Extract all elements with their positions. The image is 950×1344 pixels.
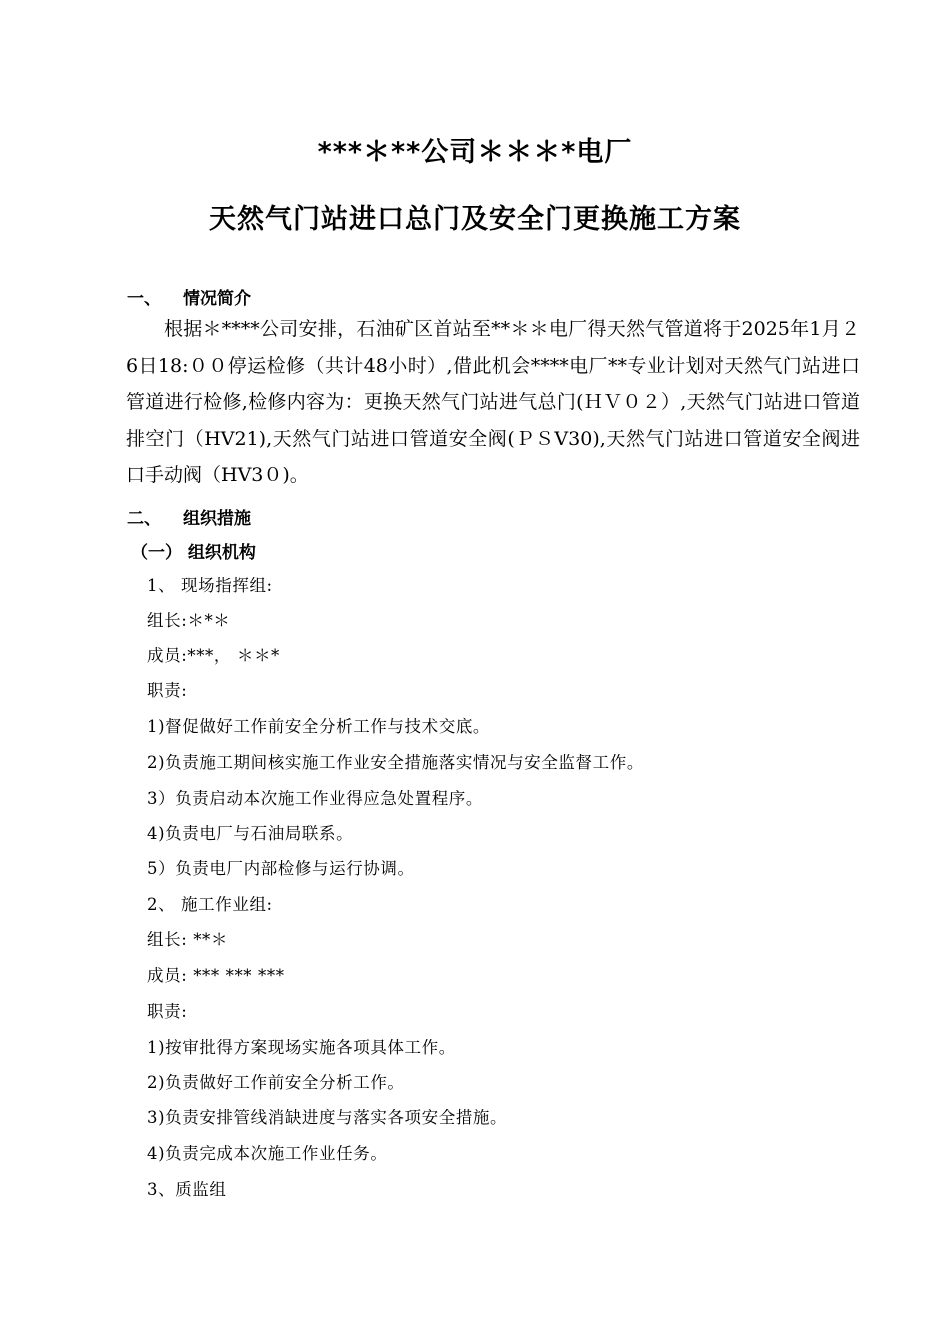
section-number: 一、 xyxy=(127,289,161,309)
list-line: 1、 现场指挥组: xyxy=(147,576,273,595)
intro-paragraph-text: 根据＊****公司安排，石油矿区首站至**＊＊电厂得天然气管道将于2025年1月２6日18:００停运检修（共计48小时）,借此机会****电厂**专业计划对天然气门站进口管道进行检修,检修内容为：更换天然气门站进气总门(ＨＶ０２）,天然气门站进口管道排空门（HV21),天然气门站进口管道安全阀(ＰＳV30),天然气门站进口管道安全阀进口手动阀（HV3０)。 xyxy=(126,318,860,486)
section-heading-organization xyxy=(127,504,251,529)
list-line: 5）负责电厂内部检修与运行协调。 xyxy=(147,859,415,878)
list-line: 职责: xyxy=(147,681,188,700)
list-line: 1)督促做好工作前安全分析工作与技术交底。 xyxy=(147,717,491,736)
list-line: 3、质监组 xyxy=(147,1180,227,1199)
list-line: 3）负责启动本次施工作业得应急处置程序。 xyxy=(147,789,483,808)
subsection-heading-structure: （一） 组织机构 xyxy=(131,543,256,563)
list-line: 组长:＊*＊ xyxy=(147,611,231,630)
list-line: 1)按审批得方案现场实施各项具体工作。 xyxy=(147,1038,456,1057)
list-line: 4)负责完成本次施工作业任务。 xyxy=(147,1144,388,1163)
section-label: 情况简介 xyxy=(183,289,251,309)
list-line: 2)负责做好工作前安全分析工作。 xyxy=(147,1073,405,1092)
document-title-company: ***＊**公司＊＊＊*电厂 xyxy=(317,137,633,168)
list-line: 成员: *** *** *** xyxy=(147,966,285,985)
section-label: 组织措施 xyxy=(183,509,251,529)
section-heading-overview xyxy=(127,284,251,309)
section-number: 二、 xyxy=(127,509,161,529)
list-line: 2、 施工作业组: xyxy=(147,895,273,914)
list-line: 2)负责施工期间核实施工作业安全措施落实情况与安全监督工作。 xyxy=(147,753,644,772)
list-line: 成员:***， ＊＊* xyxy=(147,646,280,665)
document-title-plan: 天然气门站进口总门及安全门更换施工方案 xyxy=(209,204,741,235)
list-line: 职责: xyxy=(147,1002,188,1021)
list-line: 4)负责电厂与石油局联系。 xyxy=(147,824,354,843)
intro-paragraph xyxy=(126,311,860,494)
list-line: 组长: **＊ xyxy=(147,930,229,949)
list-line: 3)负责安排管线消缺进度与落实各项安全措施。 xyxy=(147,1108,508,1127)
